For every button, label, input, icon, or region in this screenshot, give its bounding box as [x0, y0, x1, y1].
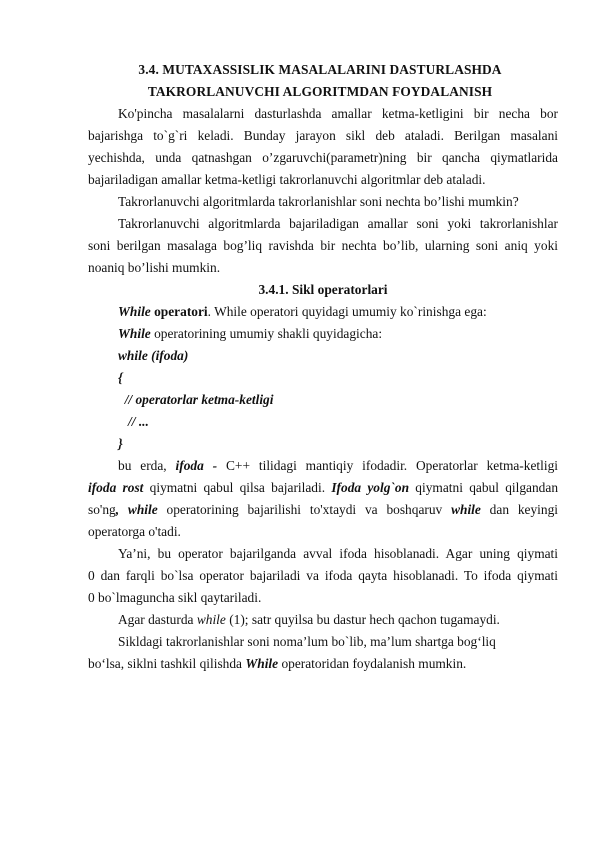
paragraph1-line1: Ko'pincha masalalarni dasturlashda amallar ketma-ketligini bir necha bor: [118, 106, 558, 121]
paragraph7-line1: Sikldagi takrorlanishlar soni noma’lum bo`lib, ma’lum shartga bog‘liq: [118, 634, 496, 649]
while-general-text: operatorining umumiy shakli quyidagicha:: [150, 326, 383, 341]
code-line3: // operatorlar ketma-ketligi: [118, 392, 274, 407]
paragraph5-line3: 0 bo`lmaguncha sikl qaytariladi.: [88, 590, 262, 605]
paragraph4-line4: operatorga o'tadi.: [88, 524, 181, 539]
subsection-title: 3.4.1. Sikl operatorlari: [258, 282, 388, 297]
paragraph3-line2: soni berilgan masalaga bog’liq ravishda bir nechta bo’lib, ularning soni aniq yoki: [88, 238, 558, 253]
paragraph7-line2: [88, 656, 466, 672]
code-line2: {: [118, 370, 123, 385]
text-span: C++ tilidagi mantiqiy ifodadir. Operatorlar ketma-ketligi: [217, 458, 558, 473]
paragraph4-line2: [88, 480, 558, 496]
text-span: operatoridan foydalanish mumkin.: [278, 656, 467, 671]
paragraph3-line3: noaniq bo’lishi mumkin.: [88, 260, 221, 275]
text-span: Agar dasturda: [118, 612, 197, 627]
while-keyword: While: [118, 304, 151, 319]
operatori-bold: operatori: [150, 304, 208, 319]
while-term: While: [245, 656, 279, 671]
text-span: qiymatni qabul qilgandan: [409, 480, 559, 495]
paragraph3-line1: Takrorlanuvchi algoritmlarda bajariladigan amallar soni yoki takrorlanishlar: [118, 216, 558, 231]
text-span: qiymatni qabul qilsa bajariladi.: [143, 480, 332, 495]
text-span: so'ng: [88, 502, 116, 517]
while-general: [118, 326, 382, 342]
text-span: (1); satr quyilsa bu dastur hech qachon tugamaydi.: [225, 612, 500, 627]
paragraph5-line2: 0 dan farqli bo`lsa operator bajariladi va ifoda qayta hisoblanadi. To ifoda qiymati: [88, 568, 558, 583]
while-term: while: [451, 502, 481, 517]
text-span: dan keyingi: [480, 502, 559, 517]
code-line4: // ...: [118, 414, 149, 429]
paragraph6: [118, 612, 500, 628]
paragraph2: Takrorlanuvchi algoritmlarda takrorlanishlar soni nechta bo’lishi mumkin?: [118, 194, 519, 209]
while-keyword: While: [118, 326, 151, 341]
text-span: bu erda,: [118, 458, 176, 473]
text-span: bo‘lsa, siklni tashkil qilishda: [88, 656, 246, 671]
ifoda-rost-term: ifoda rost: [88, 480, 144, 495]
section-heading-line2: TAKRORLANUVCHI ALGORITMDAN FOYDALANISH: [147, 84, 493, 99]
code-line5: }: [118, 436, 123, 451]
paragraph1-line2: bajarishga to`g`ri keladi. Bunday jarayon sikl deb ataladi. Berilgan masalani: [88, 128, 558, 143]
paragraph4-line3: [88, 502, 558, 518]
while-term: while: [196, 612, 226, 627]
code-line1: while (ifoda): [118, 348, 189, 363]
section-heading-line1: 3.4. MUTAXASSISLIK MASALALARINI DASTURLASHDA: [138, 62, 502, 77]
ifoda-term: ifoda -: [175, 458, 218, 473]
text-span: operatorining bajarilishi to'xtaydi va boshqaruv: [157, 502, 452, 517]
while-intro-text: . While operatori quyidagi umumiy ko`rinishga ega:: [207, 304, 487, 319]
while-intro: [118, 304, 487, 320]
paragraph5-line1: Ya’ni, bu operator bajarilganda avval ifoda hisoblanadi. Agar uning qiymati: [118, 546, 558, 561]
paragraph1-line3: yechishda, unda qatnashgan o’zgaruvchi(parametr)ning bir qancha qiymatlarida: [88, 150, 558, 165]
ifoda-yolgon-term: Ifoda yolg`on: [331, 480, 410, 495]
while-term: , while: [115, 502, 158, 517]
paragraph1-line4: bajariladigan amallar ketma-ketligi takrorlanuvchi algoritmlar deb ataladi.: [88, 172, 486, 187]
paragraph4-line1: [118, 458, 558, 474]
